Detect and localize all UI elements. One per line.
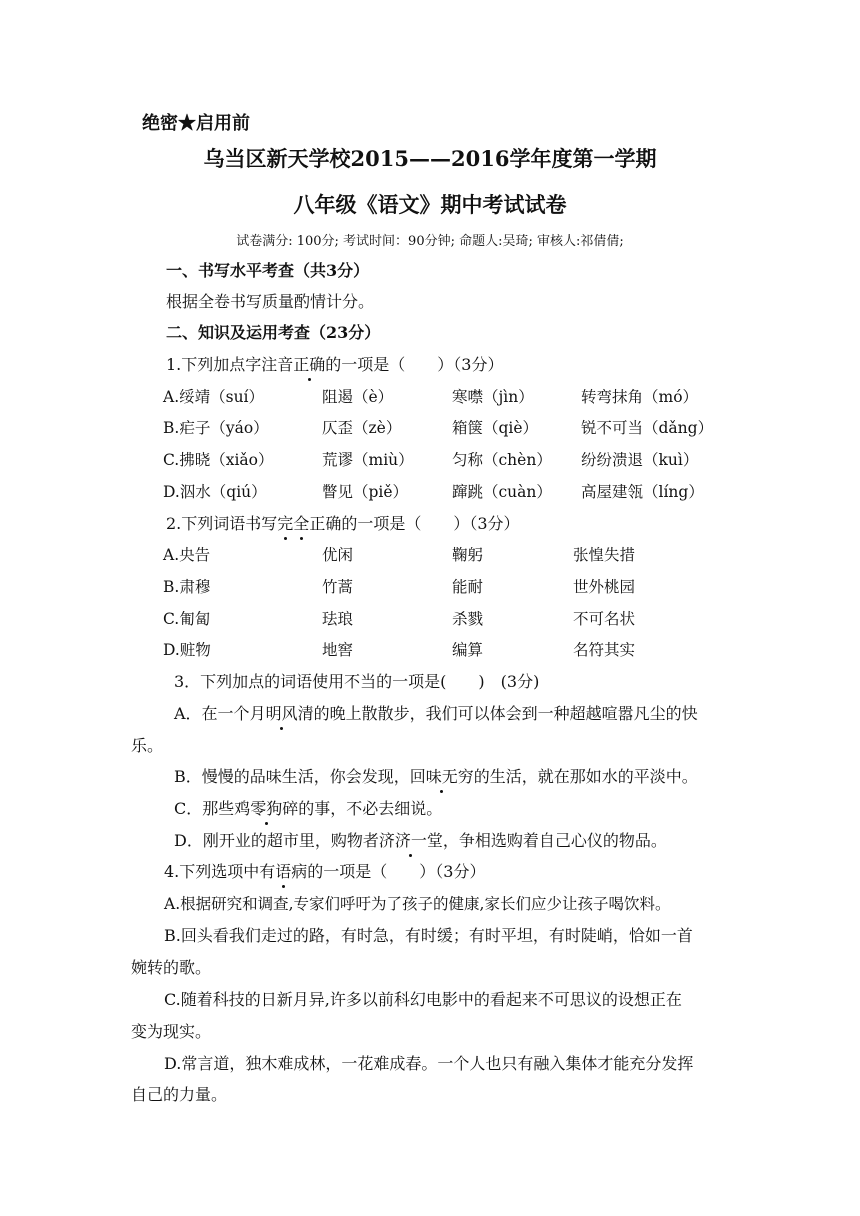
section1-heading: 一、书写水平考查（共3分） [166,261,370,280]
q1-option-a-2: 阻遏（è） [322,388,394,406]
section1-text: 根据全卷书写质量酌情计分。 [166,292,375,311]
q2-option-a-2: 优闲 [322,546,354,564]
q2-option-d-4: 名符其实 [573,641,636,659]
q4-stem-dotted: 有语病 [259,862,308,881]
q1-option-d-4: 高屋建瓴（líng） [581,483,704,501]
q3-c-dotted: 鸡零狗碎 [234,799,299,818]
q2-option-b-2: 竹蒿 [322,578,354,596]
q2-option-b-4: 世外桃园 [573,578,636,596]
q3-stem: 3．下列加点的词语使用不当的一项是( ) (3分) [174,672,540,691]
q3-a-post: 的晚上散散步，我们可以体会到一种超越喧嚣凡尘的快 [313,704,698,723]
q1-option-c-4: 纷纷溃退（kuì） [581,451,699,469]
q4-option-c-line2: 变为现实。 [131,1022,212,1041]
q3-d-post: ，争相选购着自己心仪的物品。 [442,831,667,850]
q2-dotted-char-2: 全 [293,514,310,533]
section2-heading: 二、知识及运用考查（23分） [166,323,381,342]
q2-option-c-4: 不可名状 [573,610,636,628]
q4-option-b-line1: B.回头看我们走过的路，有时急，有时缓；有时平坦，有时陡峭，恰如一首 [164,926,693,945]
q3-c-pre: C．那些 [174,799,235,818]
q1-option-b-4: 锐不可当（dǎng） [581,419,714,437]
q1-stem-dotted: 正确 [293,355,326,374]
q2-option-d-1: D.赃物 [163,641,211,659]
q2-option-c-2: 珐琅 [322,610,354,628]
q1-option-a-3: 寒噤（jìn） [452,388,534,406]
q2-stem-rest: 正确 [309,514,342,533]
q1-option-d-2: 瞥见（piě） [322,483,409,501]
q2-option-a-4: 张惶失措 [573,546,636,564]
q3-d-dotted: 济济一堂 [378,831,443,850]
q4-option-c-line1: C.随着科技的日新月异,许多以前科幻电影中的看起来不可思议的设想正在 [164,990,682,1009]
q1-option-b-2: 仄歪（zè） [322,419,402,437]
q1-option-d-3: 蹿跳（cuàn） [452,483,552,501]
q3-b-post: 的生活，就在那如水的平淡中。 [473,767,698,786]
q1-option-d-1: D.泅水（qiú） [163,483,267,501]
q4-option-b-line2: 婉转的歌。 [131,958,212,977]
q2-stem-dotted [277,514,309,533]
q1-stem-pre: 1.下列加点字注音 [166,355,294,374]
q3-option-c [174,799,442,819]
exam-info: 试卷满分: 100分; 考试时间：90分钟; 命题人:吴琦; 审核人:祁倩倩; [236,234,624,249]
q2-option-a-1: A.央告 [163,546,211,564]
q2-stem [166,514,520,534]
q4-option-d-line1: D.常言道，独木难成林，一花难成春。一个人也只有融入集体才能充分发挥 [164,1054,694,1073]
q1-option-b-1: B.疟子（yáo） [163,419,269,437]
q1-option-b-3: 箱箧（qiè） [452,419,539,437]
q3-option-a-cont: 乐。 [131,736,164,755]
q2-dotted-char-1: 完 [277,514,294,533]
q2-option-a-3: 鞠躬 [452,546,484,564]
q3-d-pre: D．刚开业的超市里，购物者 [174,831,379,850]
q2-stem-post: 的一项是（ ）（3分） [341,514,520,533]
q3-a-pre: A．在一个 [174,704,250,723]
q2-option-c-3: 杀戮 [452,610,484,628]
q3-option-a [174,704,698,724]
q1-option-a-1: A.绥靖（suí） [163,388,265,406]
q2-stem-pre: 2.下列词语书写 [166,514,278,533]
q1-option-a-4: 转弯抹角（mó） [581,388,699,406]
q2-option-d-3: 编算 [452,641,484,659]
q3-b-pre: B．慢慢的品味生活，你会发现， [174,767,410,786]
page-title-exam: 八年级《语文》期中考试试卷 [293,192,567,217]
q1-option-c-3: 匀称（chèn） [452,451,552,469]
q3-c-post: 的事，不必去细说。 [298,799,443,818]
q3-option-b [174,767,698,787]
page-title-school: 乌当区新天学校2015——2016学年度第一学期 [203,146,657,171]
q4-stem-post: 的一项是（ ）（3分） [307,862,486,881]
q4-stem-pre: 4.下列选项中 [164,862,260,881]
q3-option-d [174,831,667,851]
q1-option-c-1: C.拂晓（xiǎo） [163,451,274,469]
q2-option-c-1: C.匍匐 [163,610,211,628]
q3-a-dotted: 月明风清 [249,704,314,723]
q4-option-a: A.根据研究和调查,专家们呼吁为了孩子的健康,家长们应少让孩子喝饮料。 [164,895,671,913]
q3-b-dotted: 回味无穷 [409,767,474,786]
confidential-label: 绝密★启用前 [142,113,250,134]
q1-stem-post: 的一项是（ ）（3分） [325,355,504,374]
q4-stem [164,862,485,882]
q1-option-c-2: 荒谬（miù） [322,451,414,469]
q1-stem [166,355,503,375]
q2-option-d-2: 地窖 [322,641,354,659]
q2-option-b-3: 能耐 [452,578,484,596]
q2-option-b-1: B.肃穆 [163,578,211,596]
q4-option-d-line2: 自己的力量。 [131,1085,228,1104]
